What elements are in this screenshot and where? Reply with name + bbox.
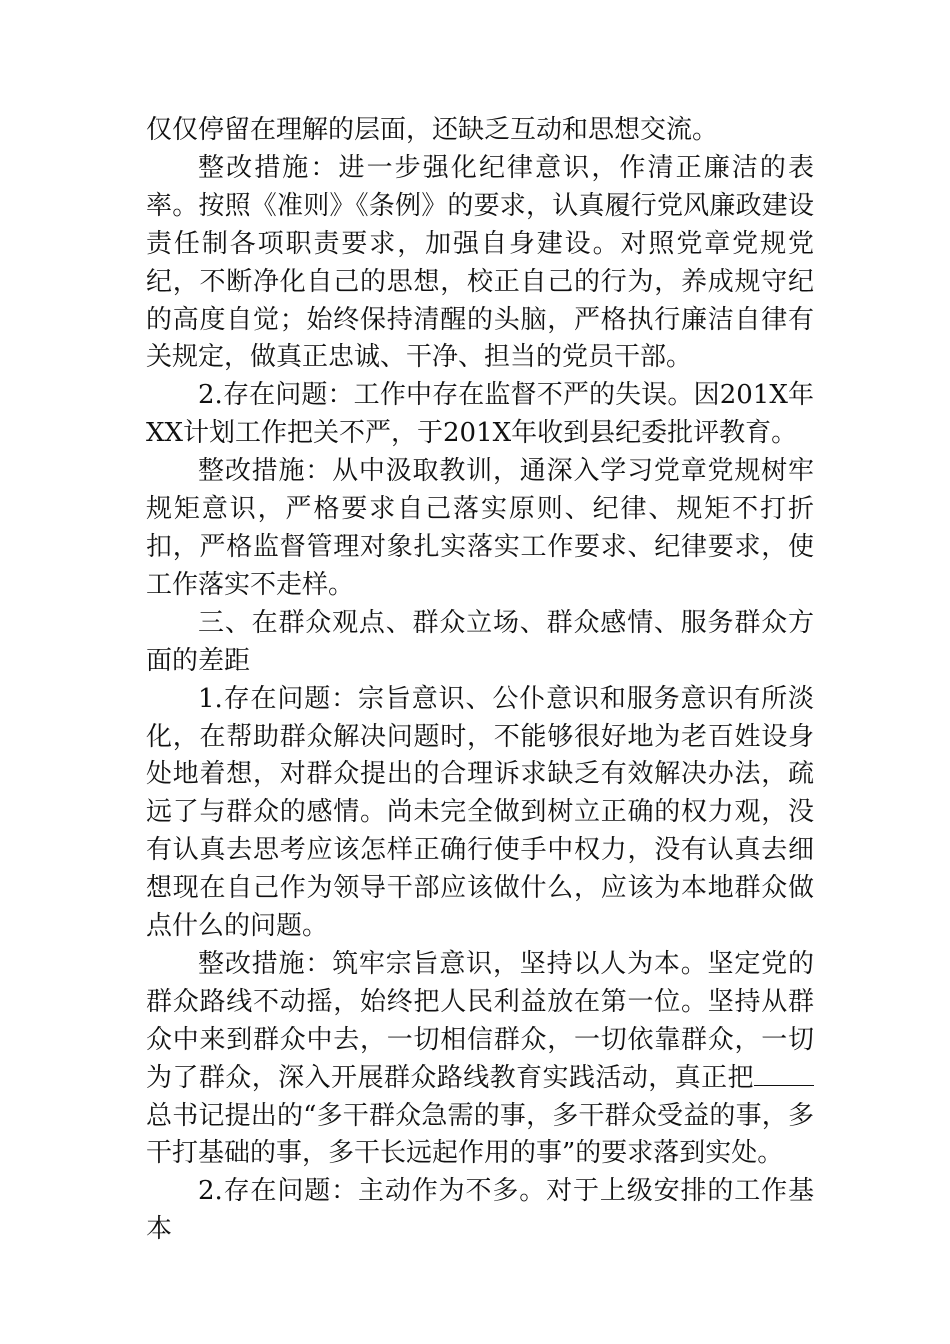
paragraph-text-part: 总书记提出的“多干群众急需的事，多干群众受益的事，多干打基础的事，多干长远起作用的事”的要求落到实处。 — [146, 1100, 814, 1169]
section-heading: 三、在群众观点、群众立场、群众感情、服务群众方面的差距 — [146, 607, 814, 676]
paragraph — [146, 946, 814, 1173]
paragraph: 1.存在问题：宗旨意识、公仆意识和服务意识有所淡化，在帮助群众解决问题时，不能够很好地为老百姓设身处地着想，对群众提出的合理诉求缺乏有效解决办法，疏远了与群众的感情。尚未完全做到树立正确的权力观，没有认真去思考应该怎样正确行使手中权力，没有认真去细想现在自己作为领导干部应该做什么，应该为本地群众做点什么的问题。 — [146, 683, 814, 942]
paragraph-text-part: 整改措施：筑牢宗旨意识，坚持以人为本。坚定党的群众路线不动摇，始终把人民利益放在第一位。坚持从群众中来到群众中去，一切相信群众，一切依靠群众，一切为了群众，深入开展群众路线教育实践活动，真正把 — [146, 948, 814, 1093]
paragraph: 仅仅停留在理解的层面，还缺乏互动和思想交流。 — [146, 115, 719, 145]
document-page — [146, 112, 814, 1249]
blank-fill-line — [754, 1063, 814, 1086]
paragraph: 2.存在问题：工作中存在监督不严的失误。因201X年XX计划工作把关不严，于201X年收到县纪委批评教育。 — [146, 380, 814, 449]
paragraph: 整改措施：从中汲取教训，通深入学习党章党规树牢规矩意识，严格要求自己落实原则、纪律、规矩不打折扣，严格监督管理对象扎实落实工作要求、纪律要求，使工作落实不走样。 — [146, 456, 814, 600]
paragraph: 整改措施：进一步强化纪律意识，作清正廉洁的表率。按照《准则》《条例》的要求，认真履行党风廉政建设责任制各项职责要求，加强自身建设。对照党章党规党纪，不断净化自己的思想，校正自己的行为，养成规守纪的高度自觉；始终保持清醒的头脑，严格执行廉洁自律有关规定，做真正忠诚、干净、担当的党员干部。 — [146, 152, 814, 373]
paragraph: 2.存在问题：主动作为不多。对于上级安排的工作基本 — [146, 1176, 814, 1245]
